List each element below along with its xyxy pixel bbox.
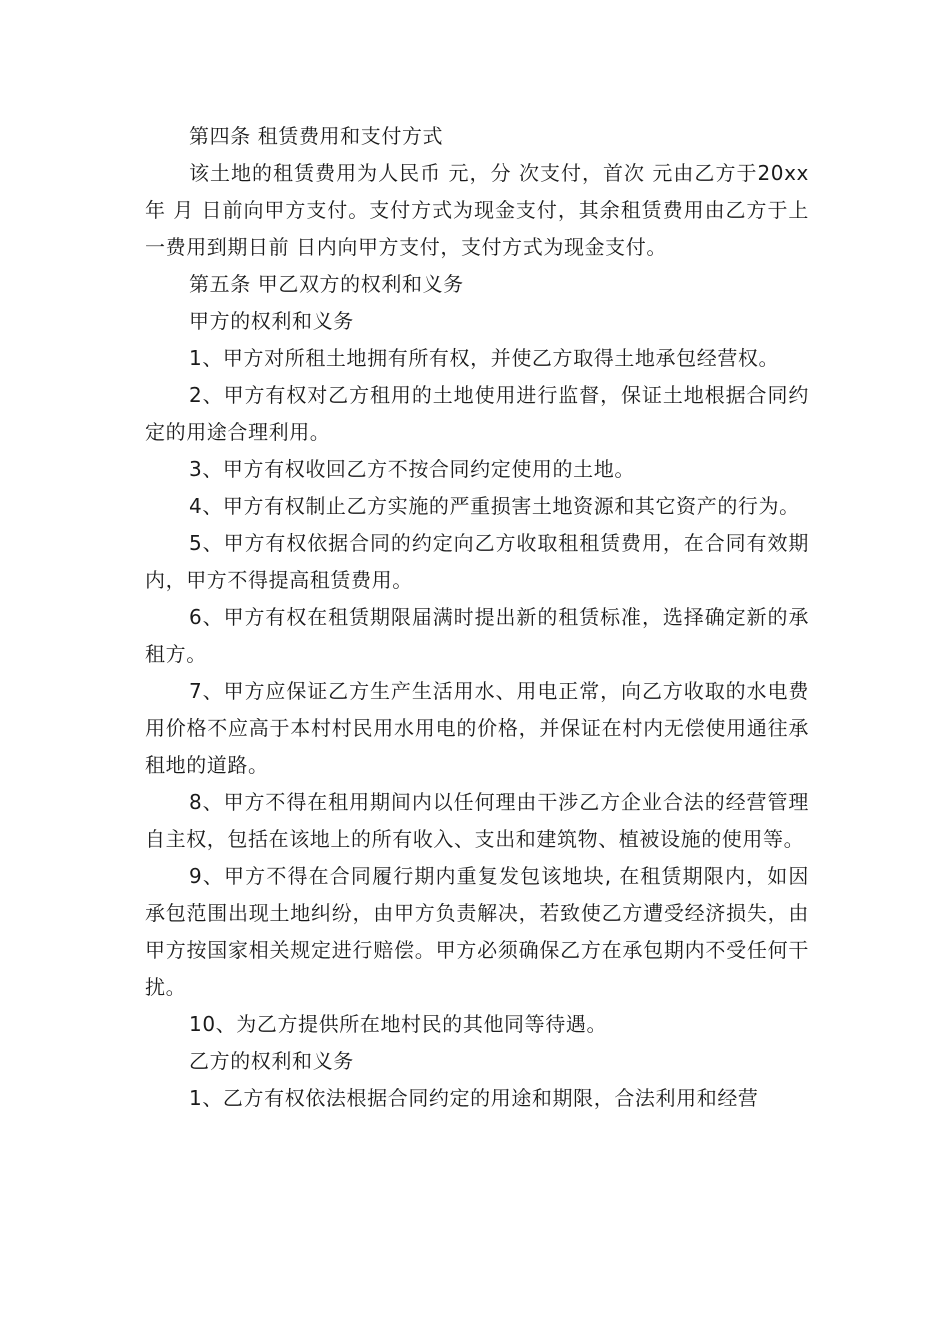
party-a-clause-7: 7、甲方应保证乙方生产生活用水、用电正常，向乙方收取的水电费用价格不应高于本村村民用水用电的价格，并保证在村内无偿使用通往承租地的道路。 [145,679,809,777]
party-a-rights-heading: 甲方的权利和义务 [189,309,354,333]
party-a-clause-3: 3、甲方有权收回乙方不按合同约定使用的土地。 [189,457,635,481]
party-a-clause-5: 5、甲方有权依据合同的约定向乙方收取租租赁费用，在合同有效期内，甲方不得提高租赁费用。 [145,531,809,592]
document-body [145,118,809,1117]
party-a-clause-6: 6、甲方有权在租赁期限届满时提出新的租赁标准，选择确定新的承租方。 [145,605,809,666]
party-a-clause-4: 4、甲方有权制止乙方实施的严重损害土地资源和其它资产的行为。 [189,494,800,518]
party-a-clause-2: 2、甲方有权对乙方租用的土地使用进行监督，保证土地根据合同约定的用途合理利用。 [145,383,809,444]
party-a-clause-8: 8、甲方不得在租用期间内以任何理由干涉乙方企业合法的经营管理自主权，包括在该地上的所有收入、支出和建筑物、植被设施的使用等。 [145,790,809,851]
party-b-clause-1: 1、乙方有权依法根据合同约定的用途和期限，合法利用和经营 [189,1086,759,1110]
article-4-payment-paragraph: 该土地的租赁费用为人民币 元，分 次支付，首次 元由乙方于20xx 年 月 日前向甲方支付。支付方式为现金支付，其余租赁费用由乙方于上一费用到期日前 日内向甲方支付，支付方式为现金支付。 [145,161,809,259]
party-a-clause-1: 1、甲方对所租土地拥有所有权，并使乙方取得土地承包经营权。 [189,346,780,370]
article-4-heading: 第四条 租赁费用和支付方式 [189,124,444,148]
party-a-clause-9: 9、甲方不得在合同履行期内重复发包该地块, 在租赁期限内，如因承包范围出现土地纠纷，由甲方负责解决，若致使乙方遭受经济损失，由甲方按国家相关规定进行赔偿。甲方必须确保乙方在承包期内不受任何干扰。 [145,864,809,999]
party-a-clause-10: 10、为乙方提供所在地村民的其他同等待遇。 [189,1012,608,1036]
party-b-rights-heading: 乙方的权利和义务 [189,1049,354,1073]
article-5-heading: 第五条 甲乙双方的权利和义务 [189,272,464,296]
